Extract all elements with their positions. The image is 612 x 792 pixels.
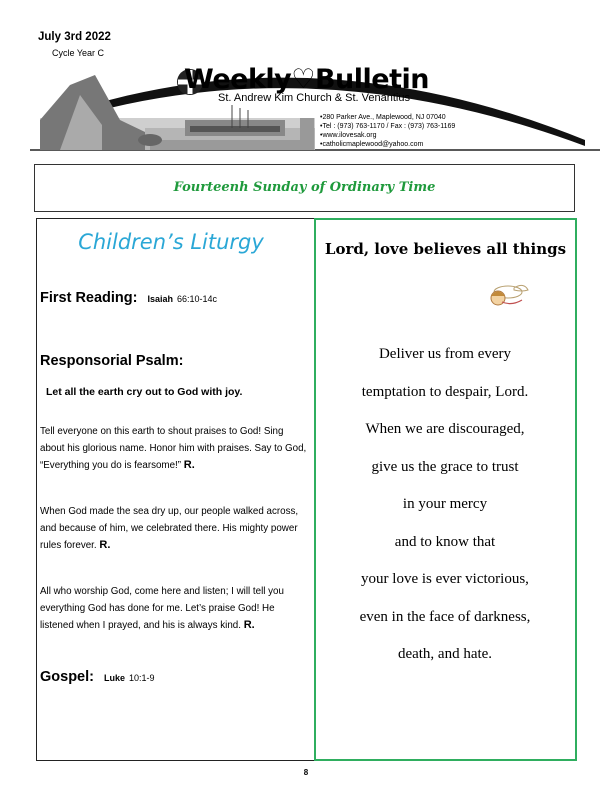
- prayer-line: give us the grace to trust: [371, 459, 519, 475]
- prayer-line: temptation to despair, Lord.: [361, 384, 529, 400]
- psalm-verse: [40, 503, 310, 554]
- prayer-line: your love is ever victorious,: [361, 571, 529, 587]
- prayer-line: When we are discouraged,: [365, 421, 525, 437]
- angel-icon: [478, 280, 530, 310]
- church-name: St. Andrew Kim Church & St. Venantius: [218, 92, 410, 104]
- first-reading-label: First Reading:: [40, 290, 138, 306]
- church-phone: •Tel : (973) 763-1170 / Fax : (973) 763-1169: [320, 123, 456, 130]
- bulletin-title: Weekly♡Bulletin: [184, 64, 429, 95]
- response-marker: R.: [99, 539, 111, 551]
- prayer-line: and to know that: [394, 534, 496, 550]
- prayer-line: in your mercy: [402, 496, 488, 512]
- responsorial-psalm-label: Responsorial Psalm:: [40, 353, 184, 369]
- first-reading-verse: 66:10-14c: [177, 294, 218, 304]
- bulletin-date: July 3rd 2022: [38, 31, 111, 43]
- gospel-verse: 10:1-9: [129, 673, 155, 683]
- church-address: •280 Parker Ave., Maplewood, NJ 07040: [320, 114, 446, 121]
- page-number: 8: [303, 768, 309, 777]
- prayer-panel: [314, 218, 577, 761]
- prayer-line: Deliver us from every: [378, 346, 512, 362]
- psalm-verse: [40, 583, 310, 634]
- gospel: [40, 669, 155, 685]
- psalm-verse: [40, 423, 310, 474]
- prayer-title: Lord, love believes all things: [324, 240, 567, 258]
- childrens-liturgy-title: Children’s Liturgy: [78, 230, 264, 254]
- psalm-verse-text: When God made the sea dry up, our people walked across, and because of him, we celebrated there. His mighty power rules forever.: [40, 506, 299, 551]
- psalm-refrain: Let all the earth cry out to God with joy.: [46, 386, 243, 398]
- psalm-verse-text: Tell everyone on this earth to shout praises to God! Sing about his glorious name. Honor him with praises. Say to God, “Everything you do is fearsome!”: [40, 426, 307, 471]
- church-email[interactable]: •catholicmaplewood@yahoo.com: [320, 141, 424, 148]
- psalm-verse-text: All who worship God, come here and listen; I will tell you everything God has done for me. Let’s praise God! He listened when I prayed, and his is always kind.: [40, 586, 284, 631]
- gospel-book: Luke: [103, 673, 125, 683]
- prayer-line: even in the face of darkness,: [359, 609, 531, 625]
- prayer-line: death, and hate.: [397, 646, 493, 662]
- first-reading-book: Isaiah: [147, 294, 173, 304]
- gospel-label: Gospel:: [40, 669, 94, 685]
- sunday-title: Fourteenh Sunday of Ordinary Time: [173, 180, 436, 195]
- church-website[interactable]: •www.ilovesak.org: [320, 132, 377, 139]
- first-reading: [40, 290, 217, 306]
- response-marker: R.: [183, 459, 195, 471]
- cycle-year: Cycle Year C: [52, 48, 105, 58]
- response-marker: R.: [243, 619, 255, 631]
